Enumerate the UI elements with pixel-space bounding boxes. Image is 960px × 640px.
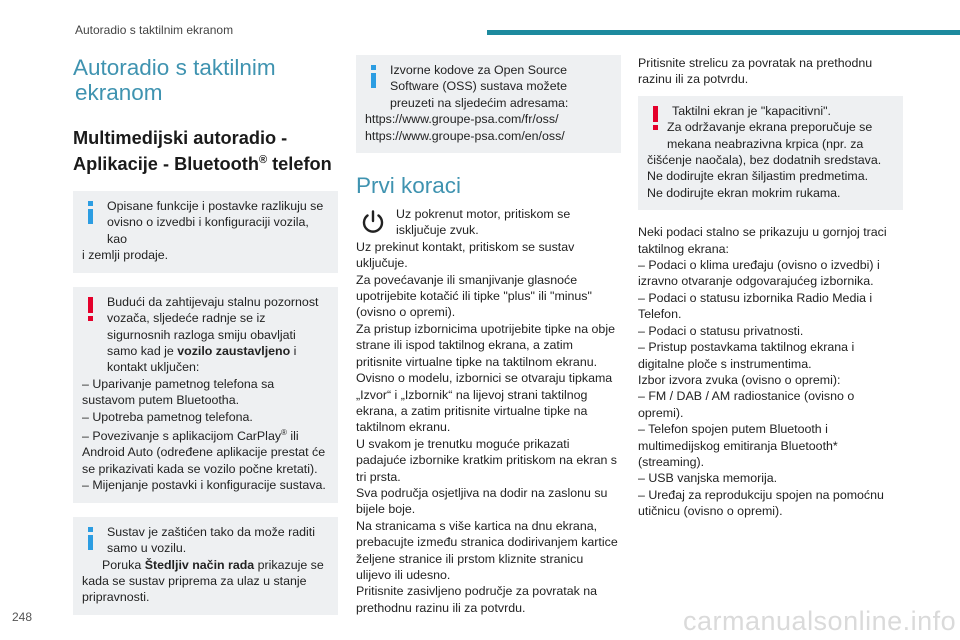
section-title-line2: ekranom <box>75 80 163 105</box>
warning-line: Ne dodirujte ekran šiljastim predmetima. <box>647 169 869 184</box>
warning-item: – Upotreba pametnog telefona. <box>82 409 253 424</box>
text-line: Izbor izvora zvuka (ovisno o opremi): <box>638 372 841 387</box>
subsection-heading <box>73 127 338 175</box>
section-title <box>73 55 338 105</box>
power-icon <box>358 207 388 237</box>
text-line: – Pristup postavkama taktilnog ekrana i digitalne ploče s instrumentima. <box>638 340 855 371</box>
warning-note-text: Taktilni ekran je "kapacitivni". <box>672 103 831 118</box>
info-icon <box>82 527 102 557</box>
info-note <box>73 191 338 273</box>
paragraph: Sva područja osjetljiva na dodir na zaslonu su bijele boje. <box>356 485 608 517</box>
paragraph: U svakom je trenutku moguće prikazati padajuće izbornike kratkim pritiskom na ekran s tri prsta. <box>356 436 618 484</box>
heading-tail: telefon <box>267 154 332 175</box>
text-line: – Uređaj za reprodukciju spojen na pomoćnu utičnicu (ovisno o opremi). <box>638 487 884 519</box>
warning-line: Za održavanje ekrana preporučuje se mekana neabrazivna krpica (npr. za čišćenje naočala), bez dodatnih sredstava. <box>647 120 882 168</box>
info-note <box>73 517 338 615</box>
text-line: – FM / DAB / AM radiostanice (ovisno o opremi). <box>638 389 855 420</box>
warning-icon <box>82 297 102 327</box>
paragraph: Uz prekinut kontakt, pritiskom se sustav uključuje. <box>356 239 575 271</box>
column-2 <box>356 55 621 616</box>
text-line: – Podaci o statusu privatnosti. <box>638 323 804 338</box>
warning-line: Ne dodirujte ekran mokrim rukama. <box>647 185 841 200</box>
paragraph: Za povećavanje ili smanjivanje glasnoće upotrijebite kotačić ili tipke "plus" ili "minus" (ovisno o opremi). <box>356 272 592 320</box>
text-line: – Podaci o statusu izbornika Radio Media i Telefon. <box>638 290 873 322</box>
page-number: 248 <box>12 610 33 624</box>
running-title: Autoradio s taktilnim ekranom <box>75 23 234 37</box>
text-line: Neki podaci stalno se prikazuju u gornjoj traci taktilnog ekrana: <box>638 225 887 256</box>
header-accent-bar <box>487 30 960 35</box>
bold-vehicle-stopped: vozilo zaustavljeno <box>177 343 291 358</box>
watermark: carmanualsonline.info <box>683 606 957 636</box>
intro-text: Pritisnite strelicu za povratak na prethodnu razinu ili za potvrdu. <box>638 56 873 87</box>
heading-main: Multimedijski autoradio - Aplikacije - Bluetooth <box>73 128 288 175</box>
power-text: Uz pokrenut motor, pritiskom se isključuje zvuk. <box>396 207 571 238</box>
info-note-oss <box>356 55 621 153</box>
info-icon <box>365 65 385 95</box>
warning-note <box>73 287 338 503</box>
oss-link-fr[interactable]: https://www.groupe-psa.com/fr/oss/ <box>365 112 559 127</box>
column-1 <box>73 55 338 629</box>
info-note-continuation: i zemlji prodaje. <box>82 248 169 263</box>
info-icon <box>82 201 102 231</box>
power-instruction <box>356 206 621 239</box>
paragraph: Pritisnite zasivljeno područje za povratak na prethodnu razinu ili za potvrdu. <box>356 584 598 615</box>
oss-link-en[interactable]: https://www.groupe-psa.com/en/oss/ <box>365 128 565 143</box>
section-title-line1: Autoradio s taktilnim <box>73 55 276 80</box>
text-line: – Podaci o klima uređaju (ovisno o izvedbi) i izravno otvaranje odgovarajućeg izbornika. <box>638 258 880 289</box>
paragraph: Na stranicama s više kartica na dnu ekrana, prebacujte između stranica dodirivanjem kartice željene stranice ili prstom kliznite stranicu ulijevo ili udesno. <box>356 518 618 582</box>
info-note-text: Izvorne kodove za Open Source Software (OSS) sustava možete preuzeti na sljedećim adresama: <box>390 63 569 110</box>
text-line: – USB vanjska memorija. <box>638 471 778 486</box>
column-3 <box>638 55 903 520</box>
info-note-text: Sustav je zaštićen tako da može raditi samo u vozilu. <box>107 524 315 556</box>
info-note-message: Poruka Štedljiv način rada prikazuje se kada se sustav priprema za ulaz u stanje pripravnosti. <box>82 557 324 605</box>
warning-icon <box>647 106 667 136</box>
paragraph: Ovisno o modelu, izbornici se otvaraju tipkama „Izvor“ i „Izbornik“ na lijevoj strani taktilnog ekrana, a zatim pritisnite virtualne tipke na taktilnom ekranu. <box>356 371 613 435</box>
section-title-first-steps: Prvi koraci <box>356 173 462 199</box>
warning-item: – Uparivanje pametnog telefona sa sustavom putem Bluetootha. <box>82 376 275 408</box>
warning-note-text: Budući da zahtijevaju stalnu pozornost vozača, sljedeće radnje se iz sigurnosnih razloga smiju obavljati samo kad je vozilo zaustavljeno i kontakt uključen: <box>107 294 319 375</box>
text-line: – Telefon spojen putem Bluetooth i multimedijskog emitiranja Bluetooth* (streaming). <box>638 422 838 469</box>
paragraph: Za pristup izbornicima upotrijebite tipke na obje strane ili ispod taktilnog ekrana, a zatim pritisnite virtualne tipke na taktilnom ekranu. <box>356 321 615 369</box>
bold-economy-mode: Štedljiv način rada <box>144 557 255 572</box>
warning-item: – Mijenjanje postavki i konfiguracije sustava. <box>82 478 326 493</box>
warning-note <box>638 96 903 210</box>
registered-mark: ® <box>258 154 268 166</box>
info-note-text: Opisane funkcije i postavke razlikuju se ovisno o izvedbi i konfiguraciji vozila, kao <box>107 199 324 246</box>
warning-item: – Povezivanje s aplikacijom CarPlay® ili Android Auto (određene aplikacije prestat će se prikazivati kada se vozilo počne kretati). <box>82 427 326 476</box>
